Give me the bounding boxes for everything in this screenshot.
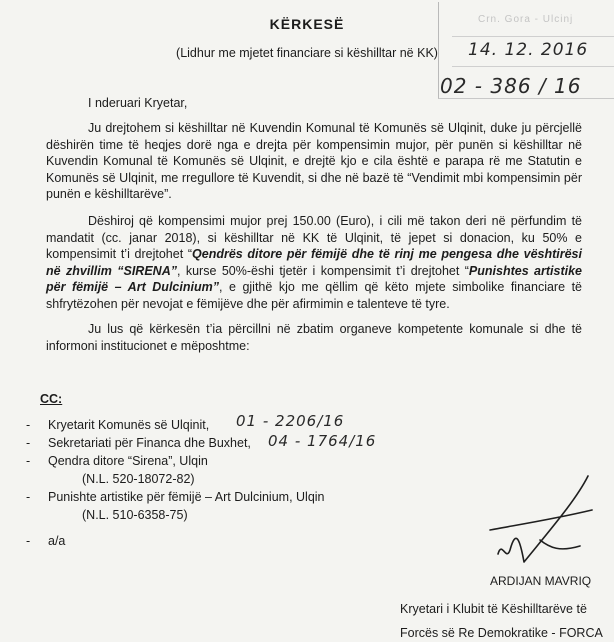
cc-item-text: Punishte artistike për fëmijë – Art Dulcinium, Ulqin: [48, 490, 325, 504]
stamp-faint-text: Crn. Gora - Ulcinj: [478, 14, 574, 25]
cc-item: [26, 532, 325, 550]
stamp-number: 02 - 386 / 16: [440, 74, 582, 98]
handwritten-reference-1: 01 - 2206/16: [236, 412, 345, 430]
paragraph-3-text: Ju lus që kërkesën t’ia përcillni në zbatim organeve kompetente komunale si dhe të informoni institucionet e mëposhtme:: [46, 322, 582, 353]
paragraph-2-sirena: Qendrës ditore për fëmijë dhe të rinj me pengesa dhe vështirësi në zhvillim “SIRENA”: [46, 247, 582, 278]
cc-item-text: Qendra ditore “Sirena”, Ulqin: [48, 454, 208, 468]
cc-item-text: Kryetarit Komunës së Ulqinit,: [48, 418, 210, 432]
cc-item-sub: (N.L. 510-6358-75): [82, 508, 188, 522]
greeting: I nderuari Kryetar,: [88, 96, 188, 110]
paragraph-2-start: Dëshiroj që kompensimi mujor prej 150.00 (Euro), i cili më takon deri në përfundim të mandatit (cc. janar 2018), si këshilltar në KK të Ulqinit, të jepet si donacion, ku 50% e kompensimit t’i drejtohet “: [46, 214, 582, 261]
paragraph-1: [46, 120, 582, 203]
paragraph-3: [46, 321, 582, 354]
cc-item-text: Sekretariati për Financa dhe Buxhet,: [48, 436, 251, 450]
signatory-role-line-2: Forcës së Re Demokratike - FORCA: [400, 626, 603, 640]
document-title: KËRKESË: [269, 16, 345, 32]
document-subtitle: (Lidhur me mjetet financiare si këshilltar në KK): [176, 46, 438, 60]
cc-item-text: a/a: [48, 534, 66, 548]
signature-scribble: [480, 470, 600, 580]
handwritten-reference-2: 04 - 1764/16: [268, 432, 377, 450]
cc-dash: -: [26, 418, 31, 432]
cc-item-sub: (N.L. 520-18072-82): [82, 472, 195, 486]
cc-label: CC:: [40, 392, 63, 406]
paragraph-2-mid: , kurse 50%-ëshi tjetër i kompensimit t’i drejtohet “: [176, 263, 469, 278]
cc-dash: -: [26, 534, 31, 548]
cc-dash: -: [26, 436, 31, 450]
cc-dash: -: [26, 454, 31, 468]
paragraph-2-end: , e gjithë kjo me qëllim që këto mjete simbolike financiare të shfrytëzohen për nevojat e fëmijëve dhe për afirmimin e talenteve të tyre.: [46, 280, 582, 311]
cc-dash: -: [26, 490, 31, 504]
paragraph-2: [46, 213, 582, 312]
signatory-name: ARDIJAN MAVRIQ: [490, 574, 592, 588]
signatory-role-line-1: Kryetari i Klubit të Këshilltarëve të: [400, 602, 587, 616]
stamp-line: [452, 66, 614, 67]
paragraph-1-text: Ju drejtohem si këshilltar në Kuvendin Komunal të Komunës së Ulqinit, duke ju përcjellë dëshirën time të heqjes dorë nga e drejta për kompensimin mujor, për punën si këshilltar në Kuvendin Komunal të Komunës së Ulqinit, e drejtë kjo e cila është e parapa rë me Statutin e Komunës së Ulqinit, me rregullore të Kuvendit, si dhe në bazë të “Vendimit mbi kompensimin për punën e këshilltarëve”.: [46, 121, 582, 201]
cc-item: [26, 488, 325, 506]
paragraph-2-text: [46, 213, 582, 312]
cc-item: [26, 452, 325, 470]
stamp-line: [452, 36, 614, 37]
paragraph-2-art-dulcinium: Punishtes artistike për fëmijë – Art Dulcinium”: [46, 263, 583, 294]
stamp-date: 14. 12. 2016: [468, 40, 589, 60]
